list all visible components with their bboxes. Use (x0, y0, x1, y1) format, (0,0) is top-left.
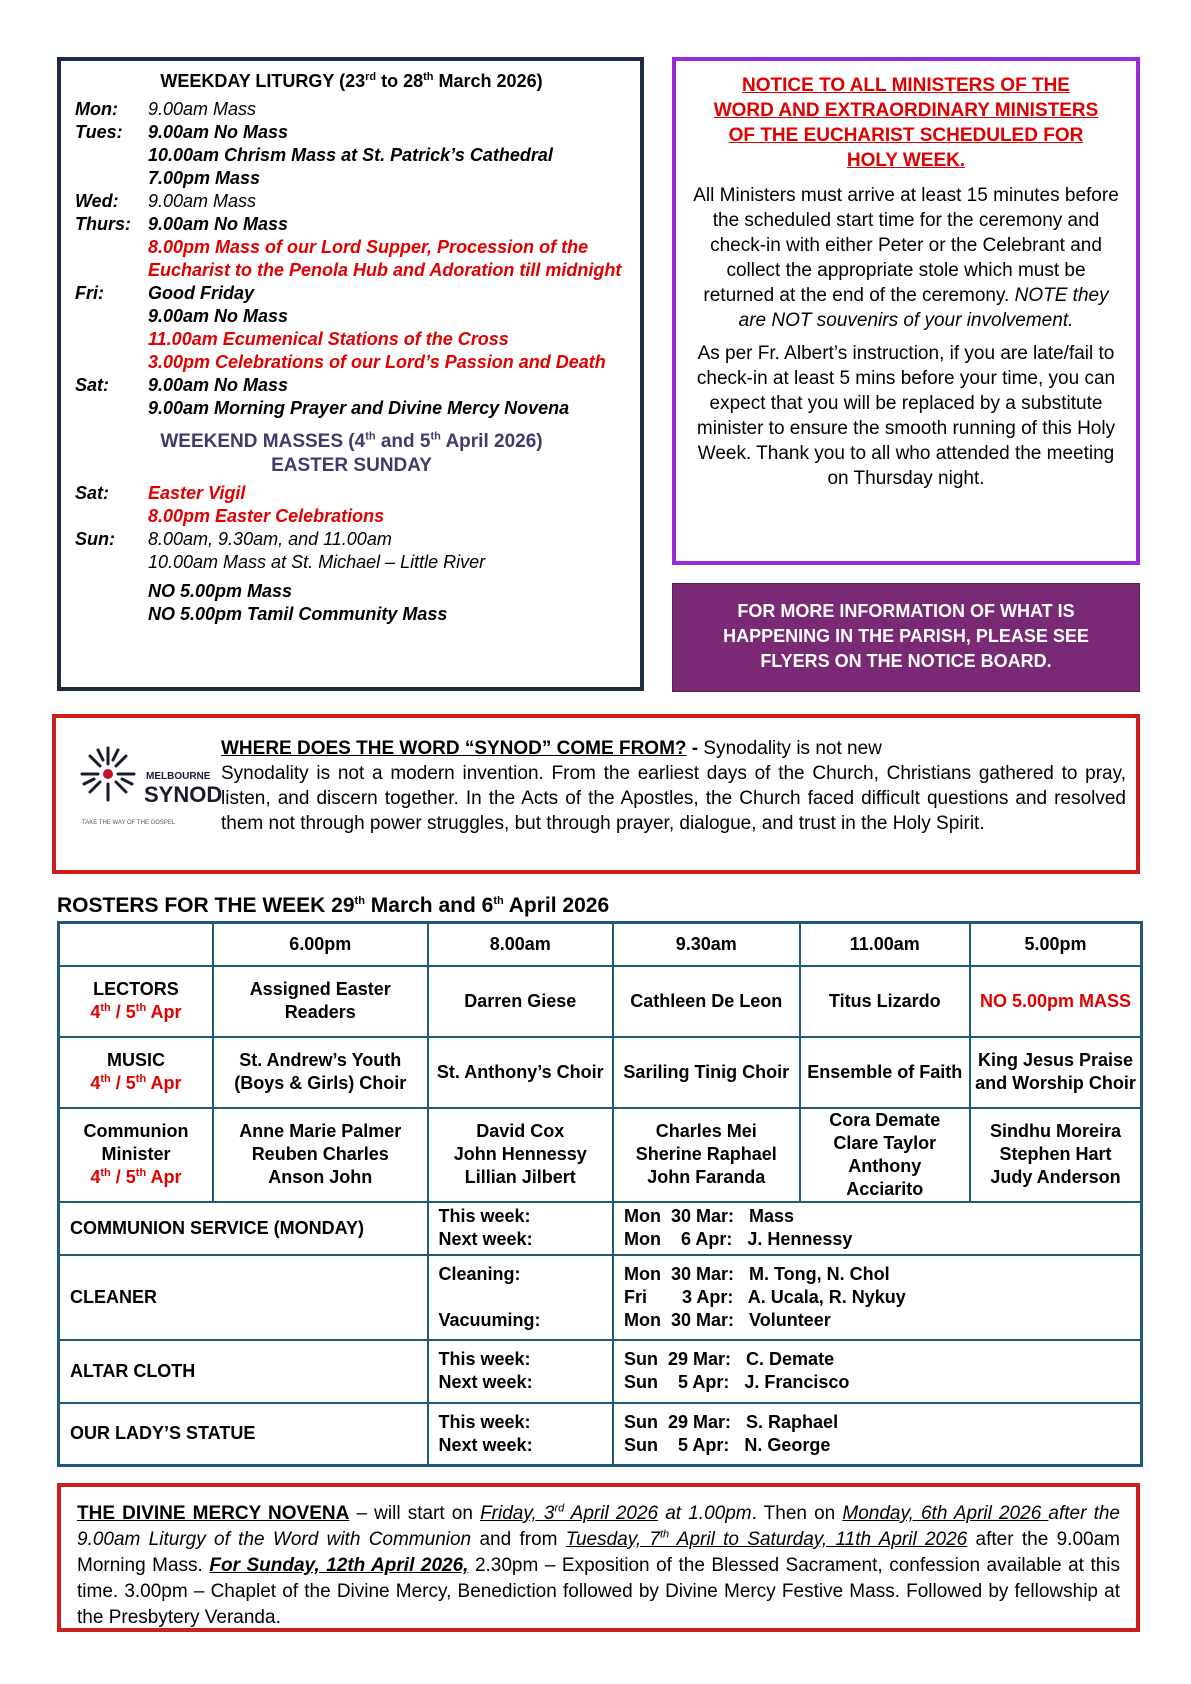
statue-label: OUR LADY’S STATUE (59, 1403, 428, 1466)
when-cell: This week: Next week: (428, 1403, 614, 1466)
cleaner-row (59, 1255, 1142, 1340)
roster-table (57, 921, 1143, 1467)
value-cell: Mon 30 Mar: Mass Mon 6 Apr: J. Hennessy (613, 1202, 1141, 1255)
roster-cell: Anne Marie Palmer Reuben Charles Anson John (213, 1108, 428, 1202)
more-info-banner: FOR MORE INFORMATION OF WHAT IS HAPPENING IN THE PARISH, PLEASE SEE FLYERS ON THE NOTICE BOARD. (672, 583, 1140, 692)
svg-text:TAKE THE WAY OF THE GOSPEL: TAKE THE WAY OF THE GOSPEL (82, 820, 176, 826)
roster-cell: Sindhu Moreira Stephen Hart Judy Anderson (970, 1108, 1142, 1202)
roster-title: ROSTERS FOR THE WEEK 29th March and 6th April 2026 (57, 894, 610, 917)
roster-cell: Charles Mei Sherine Raphael John Faranda (613, 1108, 800, 1202)
communion-service-label: COMMUNION SERVICE (MONDAY) (59, 1202, 428, 1255)
value-cell: Sun 29 Mar: S. Raphael Sun 5 Apr: N. George (613, 1403, 1141, 1466)
saturday-row: Sat: 9.00am No Mass 9.00am Morning Prayer and Divine Mercy Novena (75, 375, 570, 418)
roster-header-row (59, 923, 1142, 966)
weekday-title: WEEKDAY LITURGY (23rd to 28th March 2026) (160, 71, 543, 91)
time-header: 5.00pm (970, 923, 1142, 966)
weekend-masses-heading: WEEKEND MASSES (4th and 5th April 2026) EASTER SUNDAY (160, 430, 543, 476)
roster-cell: Darren Giese (428, 966, 614, 1037)
statue-row (59, 1403, 1142, 1466)
music-row (59, 1037, 1142, 1108)
music-label: MUSIC 4th / 5th Apr (59, 1037, 213, 1108)
value-cell: Sun 29 Mar: C. Demate Sun 5 Apr: J. Francisco (613, 1340, 1141, 1403)
communion-row (59, 1108, 1142, 1202)
roster-cell: Titus Lizardo (800, 966, 970, 1037)
lectors-row (59, 966, 1142, 1037)
roster-cell: St. Andrew’s Youth (Boys & Girls) Choir (213, 1037, 428, 1108)
notice-heading: NOTICE TO ALL MINISTERS OF THE WORD AND EXTRAORDINARY MINISTERS OF THE EUCHARIST SCHEDULED FOR HOLY WEEK. (713, 75, 1099, 171)
roster-cell: Cathleen De Leon (613, 966, 800, 1037)
roster-cell: David Cox John Hennessy Lillian Jilbert (428, 1108, 614, 1202)
time-header: 9.30am (613, 923, 800, 966)
time-header: 11.00am (800, 923, 970, 966)
notice-paragraph-2: As per Fr. Albert’s instruction, if you are late/fail to check-in at least 5 mins before your time, you can expect that you will be replaced by a substitute minister to ensure the smooth running of this Holy Week. Thank you to all who attended the meeting on Thursday night. (696, 343, 1116, 489)
communion-label: Communion Minister 4th / 5th Apr (59, 1108, 213, 1202)
notice-paragraph-1: All Ministers must arrive at least 15 minutes before the scheduled start time for the ceremony and check-in with either Peter or the Celebrant and collect the appropriate stole which must be returned at the end of the ceremony. NOTE they are NOT souvenirs of your involvement. (693, 185, 1119, 331)
roster-cell: St. Anthony’s Choir (428, 1037, 614, 1108)
value-cell: Mon 30 Mar: M. Tong, N. Chol Fri 3 Apr: A. Ucala, R. Nykuy Mon 30 Mar: Volunteer (613, 1255, 1141, 1340)
lectors-label: LECTORS 4th / 5th Apr (59, 966, 213, 1037)
monday-row: Mon: 9.00am Mass (75, 99, 257, 119)
ministers-notice-box (672, 57, 1140, 565)
communion-service-row (59, 1202, 1142, 1255)
tuesday-row: Tues: 9.00am No Mass 10.00am Chrism Mass at St. Patrick’s Cathedral 7.00pm Mass (75, 122, 553, 188)
when-cell: Cleaning: Vacuuming: (428, 1255, 614, 1340)
roster-cell: Sariling Tinig Choir (613, 1037, 800, 1108)
roster-cell: NO 5.00pm MASS (970, 966, 1142, 1037)
when-cell: This week: Next week: (428, 1202, 614, 1255)
synod-text: WHERE DOES THE WORD “SYNOD” COME FROM? - Synodality is not new Synodality is not a modern invention. From the earliest days of the Church, Christians gathered to pray, listen, and discern together. In the Acts of the Apostles, the Church faced difficult questions and resolved them not through power struggles, but through prayer, dialogue, and trust in the Holy Spirit. (221, 738, 1126, 834)
time-header: 8.00am (428, 923, 614, 966)
svg-text:MELBOURNE: MELBOURNE (146, 771, 211, 782)
svg-text:SYNOD: SYNOD (144, 782, 223, 807)
cleaner-label: CLEANER (59, 1255, 428, 1340)
melbourne-synod-logo (78, 744, 223, 844)
synod-box (52, 714, 1140, 874)
friday-row: Fri: Good Friday 9.00am No Mass 11.00am Ecumenical Stations of the Cross 3.00pm Celebrations of our Lord’s Passion and Death (75, 283, 606, 372)
weekend-sunday-row: Sun: 8.00am, 9.30am, and 11.00am 10.00am Mass at St. Michael – Little River NO 5.00pm Mass NO 5.00pm Tamil Community Mass (75, 529, 486, 624)
wednesday-row: Wed: 9.00am Mass (75, 191, 257, 211)
thursday-row: Thurs: 9.00am No Mass 8.00pm Mass of our Lord Supper, Procession of the Eucharist to the Penola Hub and Adoration till midnight (75, 214, 622, 280)
when-cell: This week: Next week: (428, 1340, 614, 1403)
divine-mercy-box: THE DIVINE MERCY NOVENA – will start on Friday, 3rd April 2026 at 1.00pm. Then on Monday, 6th April 2026 after the 9.00am Liturgy of the Word with Communion and from Tuesday, 7th April to Saturday, 11th April 2026 after the 9.00am Morning Mass. For Sunday, 12th April 2026, 2.30pm – Exposition of the Blessed Sacrament, confession available at this time. 3.00pm – Chaplet of the Divine Mercy, Benediction followed by Divine Mercy Festive Mass. Followed by fellowship at the Presbytery Veranda. (57, 1483, 1140, 1632)
weekday-liturgy-box (57, 57, 644, 691)
altar-cloth-label: ALTAR CLOTH (59, 1340, 428, 1403)
roster-cell: King Jesus Praise and Worship Choir (970, 1037, 1142, 1108)
roster-cell: Cora Demate Clare Taylor Anthony Acciarito (800, 1108, 970, 1202)
roster-cell: Assigned Easter Readers (213, 966, 428, 1037)
synod-star-icon (78, 744, 223, 844)
weekend-saturday-row: Sat: Easter Vigil 8.00pm Easter Celebrations (75, 483, 385, 526)
roster-cell: Ensemble of Faith (800, 1037, 970, 1108)
time-header: 6.00pm (213, 923, 428, 966)
altar-cloth-row (59, 1340, 1142, 1403)
